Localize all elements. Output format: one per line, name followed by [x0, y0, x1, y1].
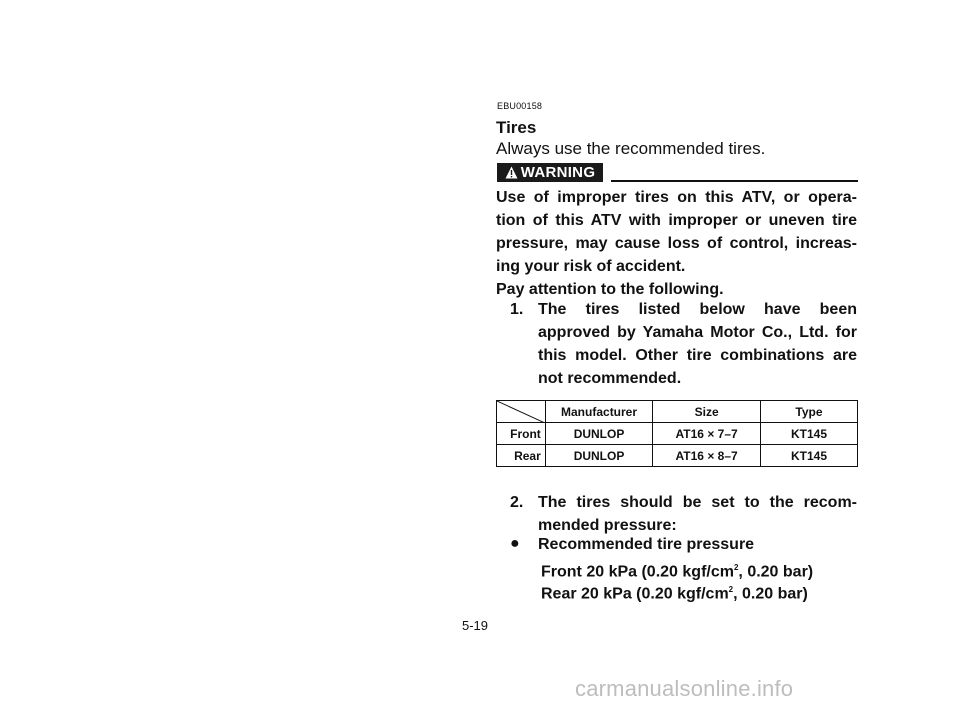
item-1-text: [538, 298, 857, 390]
warning-line-2: tion of this ATV with improper or uneven tire: [496, 212, 857, 229]
pressure-front-sup: 2: [733, 563, 739, 572]
item-1-number: 1.: [510, 301, 524, 318]
table-corner-cell: [497, 401, 546, 423]
row-label-front: Front: [497, 423, 546, 445]
page-number: 5-19: [462, 618, 489, 633]
table-row: [497, 423, 858, 445]
warning-rule: [611, 180, 858, 182]
item-2-number: 2.: [510, 494, 524, 511]
warning-text: [496, 186, 857, 301]
cell-type: KT145: [760, 423, 857, 445]
table-row: [497, 445, 858, 467]
cell-manufacturer: DUNLOP: [545, 445, 652, 467]
pressure-rear-tail: , 0.20 bar): [733, 585, 808, 603]
item-2-line-1: The tires should be set to the recom-: [538, 494, 857, 511]
item-1-line-3: this model. Other tire combinations are: [538, 347, 857, 364]
pressure-front-tail: , 0.20 bar): [738, 563, 814, 581]
item-1-line-2: approved by Yamaha Motor Co., Ltd. for: [538, 324, 857, 341]
item-1-line-1: The tires listed below have been: [538, 301, 857, 318]
pressure-front-text: Front 20 kPa (0.20 kgf/cm: [541, 563, 734, 581]
warning-triangle-icon: [505, 166, 518, 179]
header-manufacturer: Manufacturer: [545, 401, 652, 423]
attention-line: Pay attention to the following.: [496, 281, 724, 298]
warning-label: WARNING: [520, 164, 596, 181]
section-title: Tires: [496, 118, 537, 137]
warning-line-4: ing your risk of accident.: [496, 258, 686, 275]
diagonal-line: [497, 401, 545, 423]
cell-size: AT16 × 7–7: [653, 423, 761, 445]
item-2-text: [538, 491, 857, 537]
pressure-heading: Recommended tire pressure: [538, 536, 755, 553]
cell-manufacturer: DUNLOP: [545, 423, 652, 445]
intro-text: Always use the recommended tires.: [496, 139, 766, 158]
cell-type: KT145: [760, 445, 857, 467]
pressure-rear-text: Rear 20 kPa (0.20 kgf/cm: [541, 585, 729, 603]
item-1-line-4: not recommended.: [538, 370, 682, 387]
watermark: carmanualsonline.info: [575, 676, 794, 701]
row-label-rear: Rear: [497, 445, 546, 467]
warning-badge: [497, 163, 603, 182]
section-code: EBU00158: [497, 101, 543, 111]
bullet-icon: ●: [510, 535, 520, 552]
header-size: Size: [653, 401, 761, 423]
item-2-line-2: mended pressure:: [538, 517, 677, 534]
table-header-row: [497, 401, 858, 423]
cell-size: AT16 × 8–7: [653, 445, 761, 467]
warning-line-1: Use of improper tires on this ATV, or opera-: [496, 189, 857, 206]
tire-table: [496, 400, 858, 467]
pressure-rear-sup: 2: [728, 585, 734, 594]
warning-line-3: pressure, may cause loss of control, increas-: [496, 235, 857, 252]
header-type: Type: [760, 401, 857, 423]
pressure-rear: [541, 578, 808, 605]
